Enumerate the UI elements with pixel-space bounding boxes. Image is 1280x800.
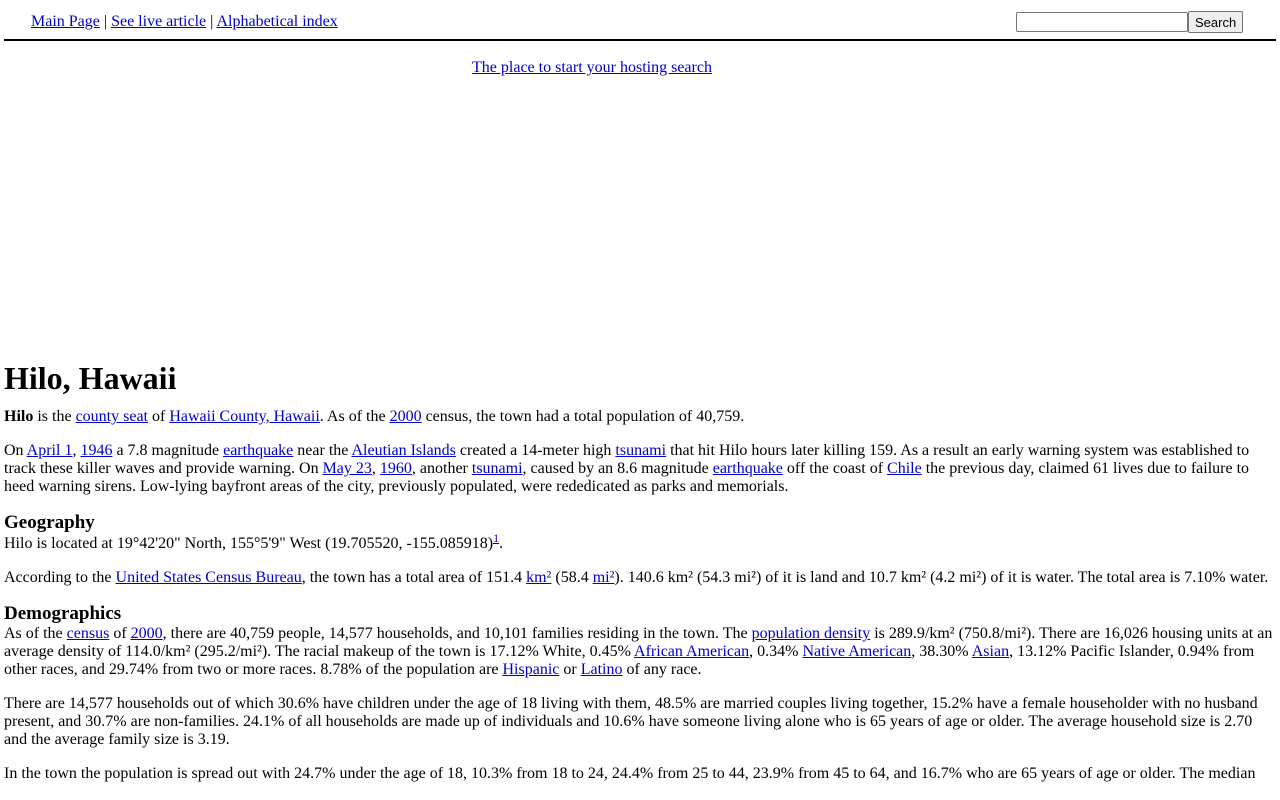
top-bar	[4, 0, 1276, 41]
history-paragraph: On April 1, 1946 a 7.8 magnitude earthquake near the Aleutian Islands created a 14-meter high tsunami that hit Hilo hours later killing 159. As a result an early warning system was established to track these killer waves and provide warning. On May 23, 1960, another tsunami, caused by an 8.6 magnitude earthquake off the coast of Chile the previous day, claimed 61 lives due to failure to heed warning sirens. Low-lying bayfront areas of the city, previously populated, were rededicated as parks and memorials.	[4, 442, 1250, 495]
intro-paragraph: Hilo is the county seat of Hawaii County, Hawaii. As of the 2000 census, the town had a total population of 40,759.	[4, 408, 745, 425]
year-1946-link[interactable]: 1946	[80, 442, 113, 459]
hosting-banner	[0, 59, 1184, 77]
alphabetical-index-link[interactable]: Alphabetical index	[216, 13, 338, 30]
year-2000-link[interactable]: 2000	[389, 408, 422, 425]
page-title: Hilo, Hawaii	[4, 360, 177, 396]
hawaii-county-link[interactable]: Hawaii County, Hawaii	[169, 408, 320, 425]
article-subject: Hilo	[4, 408, 34, 425]
km2-link[interactable]: km²	[526, 569, 552, 586]
year-1960-link[interactable]: 1960	[379, 460, 412, 477]
chile-link[interactable]: Chile	[887, 460, 922, 477]
year-2000-link[interactable]: 2000	[130, 625, 163, 642]
may-23-link[interactable]: May 23	[322, 460, 372, 477]
aleutian-islands-link[interactable]: Aleutian Islands	[351, 442, 456, 459]
main-page-link[interactable]: Main Page	[31, 13, 100, 30]
geography-heading: Geography	[4, 512, 95, 533]
location-paragraph: Hilo is located at 19°42'20" North, 155°5'9" West (19.705520, -155.085918)$^1$.	[4, 531, 504, 552]
nav-separator: |	[206, 13, 217, 30]
search-input[interactable]	[1016, 12, 1188, 32]
latino-link[interactable]: Latino	[580, 661, 623, 678]
april-1-link[interactable]: April 1	[26, 442, 73, 459]
footnote-link[interactable]: 1	[493, 531, 500, 545]
search-form	[1016, 11, 1243, 33]
hispanic-link[interactable]: Hispanic	[502, 661, 560, 678]
see-live-article-link[interactable]: See live article	[111, 13, 207, 30]
mi2-link[interactable]: mi²	[592, 569, 615, 586]
search-button[interactable]: Search	[1188, 11, 1243, 33]
asian-link[interactable]: Asian	[971, 643, 1010, 660]
tsunami-link[interactable]: tsunami	[615, 442, 667, 459]
census-bureau-link[interactable]: United States Census Bureau	[115, 569, 302, 586]
county-seat-link[interactable]: county seat	[75, 408, 148, 425]
earthquake-link[interactable]: earthquake	[223, 442, 294, 459]
census-link[interactable]: census	[66, 625, 110, 642]
demographics-paragraph: As of the census of 2000, there are 40,759 people, 14,577 households, and 10,101 families residing in the town. The population density is 289.9/km² (750.8/mi²). There are 16,026 housing units at an average density of 114.0/km² (295.2/mi²). The racial makeup of the town is 17.12% White, 0.45% African American, 0.34% Native American, 38.30% Asian, 13.12% Pacific Islander, 0.94% from other races, and 29.74% from two or more races. 8.78% of the population are Hispanic or Latino of any race.	[4, 625, 1273, 678]
demographics-heading: Demographics	[4, 603, 122, 624]
population-density-link[interactable]: population density	[751, 625, 871, 642]
age-distribution-paragraph: In the town the population is spread out with 24.7% under the age of 18, 10.3% from 18 to 24, 24.4% from 25 to 44, 23.9% from 45 to 64, and 16.7% who are 65 years of age or older. The median	[4, 765, 1256, 782]
native-american-link[interactable]: Native American	[802, 643, 912, 660]
households-paragraph: There are 14,577 households out of which 30.6% have children under the age of 18 living with them, 48.5% are married couples living together, 15.2% have a female householder with no husband present, and 30.7% are non-families. 24.1% of all households are made up of individuals and 10.6% have someone living alone who is 65 years of age or older. The average household size is 2.70 and the average family size is 3.19.	[4, 695, 1258, 748]
nav-separator: |	[99, 13, 112, 30]
earthquake-link[interactable]: earthquake	[712, 460, 783, 477]
african-american-link[interactable]: African American	[634, 643, 750, 660]
tsunami-link[interactable]: tsunami	[471, 460, 523, 477]
top-navigation	[31, 13, 338, 31]
article-content	[4, 358, 1276, 783]
hosting-search-link[interactable]: The place to start your hosting search	[472, 59, 712, 76]
area-paragraph: According to the United States Census Bureau, the town has a total area of 151.4 km² (58.4 mi²). 140.6 km² (54.3 mi²) of it is land and 10.7 km² (4.2 mi²) of it is water. The total area is 7.10% water.	[4, 569, 1269, 586]
